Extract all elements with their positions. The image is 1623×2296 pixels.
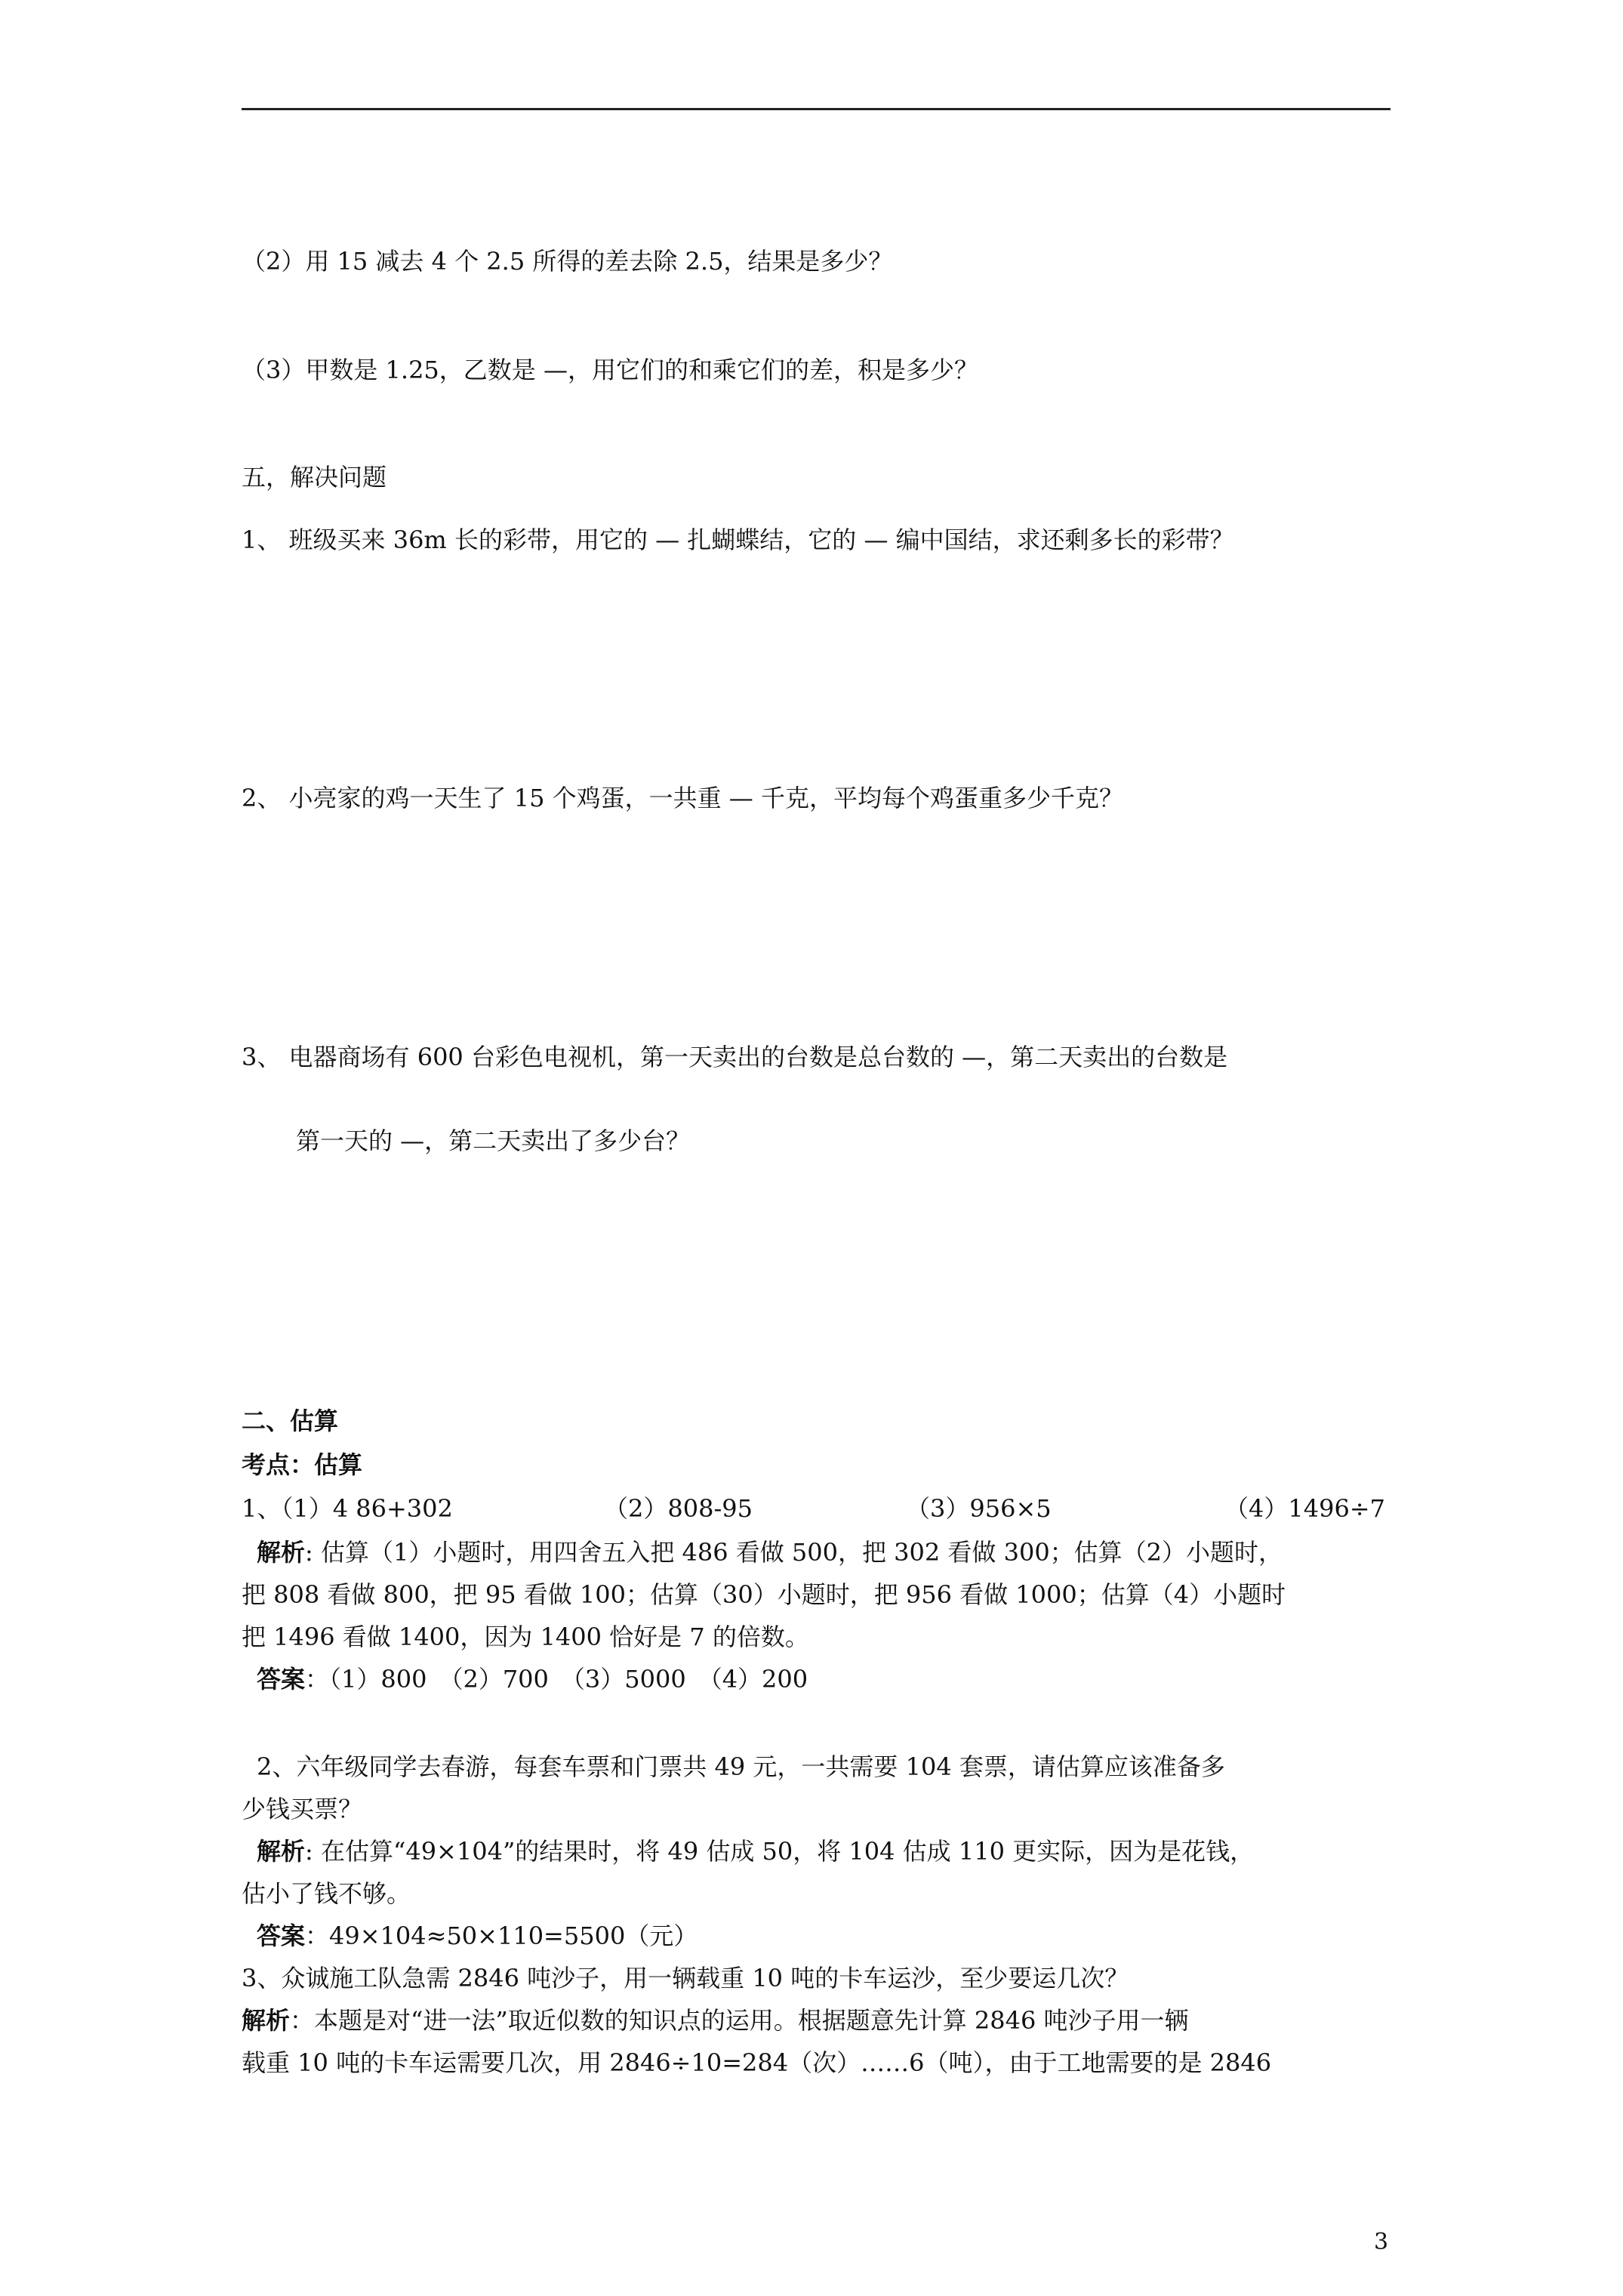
analysis-label: 解析 <box>257 1837 306 1866</box>
e3-question: 3、众诚施工队急需 2846 吨沙子，用一辆载重 10 吨的卡车运沙，至少要运几次？ <box>242 1964 1129 1992</box>
estimation-item-4: （4）1496÷7 <box>1224 1494 1385 1523</box>
e2-question-line2: 少钱买票？ <box>242 1795 363 1823</box>
e3-analysis-line2: 载重 10 吨的卡车运需要几次，用 2846÷10=284（次）……6（吨），由于工地需要的是 2846 <box>242 2048 1272 2077</box>
analysis-label: 解析 <box>257 1538 306 1567</box>
e3-analysis-line1 <box>242 2004 1404 2037</box>
e1-answer <box>257 1663 1419 1696</box>
page-number: 3 <box>1374 2229 1389 2255</box>
header-rule <box>242 108 1390 110</box>
problem-2: 2、 小亮家的鸡一天生了 15 个鸡蛋，一共重 — 千克，平均每个鸡蛋重多少千克？ <box>242 784 1123 812</box>
problem-1: 1、 班级买来 36m 长的彩带，用它的 — 扎蝴蝶结，它的 — 编中国结，求还剩多长的彩带？ <box>242 525 1234 554</box>
kaodian-label: 考点：估算 <box>242 1450 363 1479</box>
e2-analysis-line1 <box>257 1835 1419 1868</box>
analysis-text: : 在估算“49×104”的结果时，将 49 估成 50，将 104 估成 110 更实际，因为是花钱， <box>305 1837 1255 1866</box>
e1-analysis-line3: 把 1496 看做 1400，因为 1400 恰好是 7 的倍数。 <box>242 1623 809 1651</box>
problem-3-line2: 第一天的 —，第二天卖出了多少台？ <box>296 1126 691 1155</box>
exercise-q2: （2）用 15 减去 4 个 2.5 所得的差去除 2.5，结果是多少？ <box>242 247 893 276</box>
analysis-text: ：本题是对“进一法”取近似数的知识点的运用。根据题意先计算 2846 吨沙子用一辆 <box>290 2006 1189 2035</box>
answer-text: ：49×104≈50×110=5500（元） <box>305 1922 698 1950</box>
e2-question-line1: 2、六年级同学去春游，每套车票和门票共 49 元，一共需要 104 套票，请估算应该准备多 <box>257 1752 1225 1781</box>
answer-label: 答案 <box>257 1922 306 1950</box>
e2-answer <box>257 1919 1419 1952</box>
e1-analysis-line1 <box>257 1536 1419 1569</box>
e1-analysis-line2: 把 808 看做 800，把 95 看做 100；估算（30）小题时，把 956 看做 1000；估算（4）小题时 <box>242 1580 1286 1609</box>
analysis-text: : 估算（1）小题时，用四舍五入把 486 看做 500，把 302 看做 300；估算（2）小题时， <box>305 1538 1283 1567</box>
exercise-q3: （3）甲数是 1.25，乙数是 —，用它们的和乘它们的差，积是多少？ <box>242 356 978 384</box>
problem-3-line1: 3、 电器商场有 600 台彩色电视机，第一天卖出的台数是总台数的 —，第二天卖出的台数是 <box>242 1043 1228 1071</box>
answer-text: ：（1）800 （2）700 （3）5000 （4）200 <box>305 1665 808 1693</box>
e2-analysis-line2: 估小了钱不够。 <box>242 1879 411 1908</box>
section-heading-solve: 五，解决问题 <box>242 463 387 492</box>
estimation-item-2: （2）808-95 <box>604 1494 753 1523</box>
answer-heading-estimation: 二、估算 <box>242 1407 339 1435</box>
analysis-label: 解析 <box>242 2006 291 2035</box>
estimation-item-3: （3）956×5 <box>906 1494 1052 1523</box>
answer-label: 答案 <box>257 1665 306 1693</box>
estimation-item-1: 1、（1）4 86+302 <box>242 1494 453 1523</box>
